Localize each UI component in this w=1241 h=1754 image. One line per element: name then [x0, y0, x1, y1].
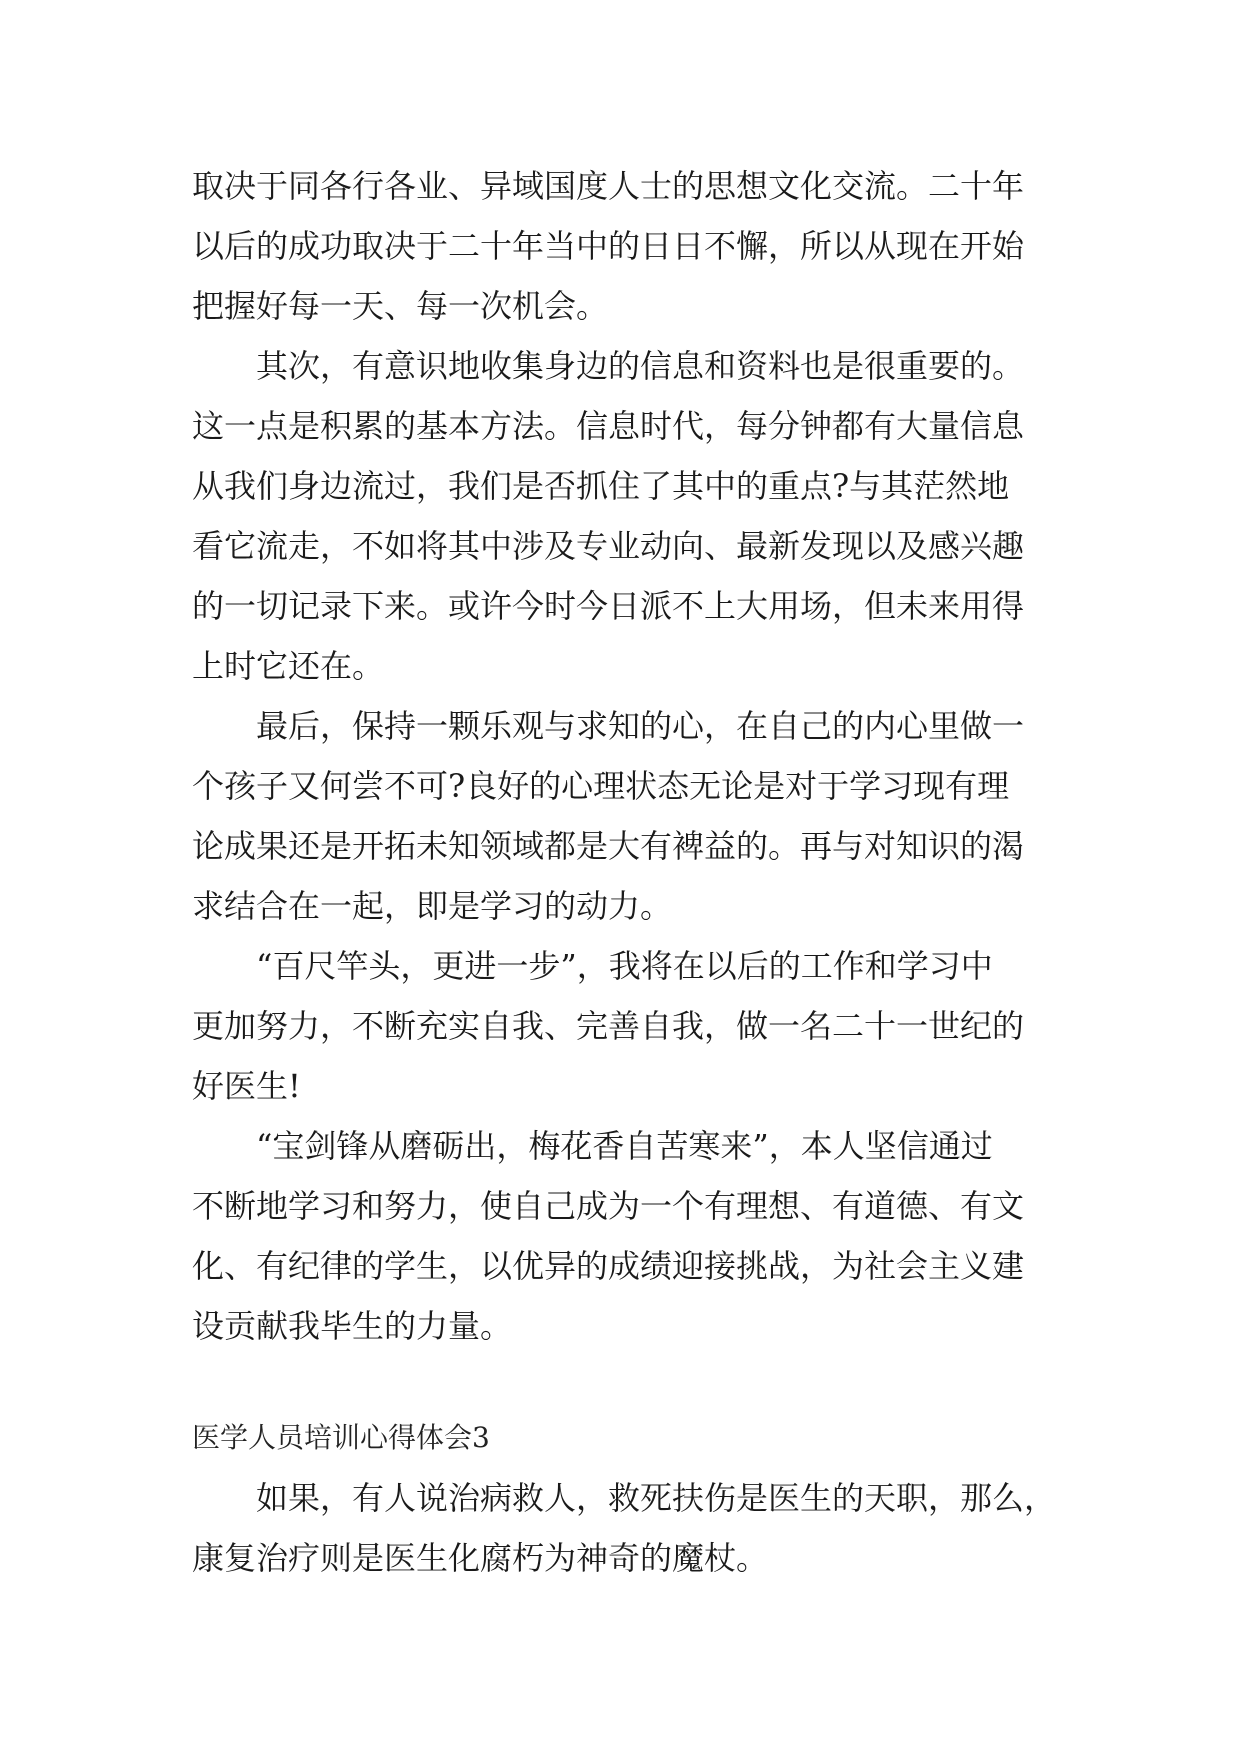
- text-line: 康复治疗则是医生化腐朽为神奇的魔杖。: [192, 1539, 769, 1577]
- text-line: 上时它还在。: [192, 647, 385, 685]
- text-line: 设贡献我毕生的力量。: [192, 1307, 513, 1345]
- section-heading: 医学人员培训心得体会3: [192, 1421, 490, 1454]
- text-line: 的一切记录下来。或许今时今日派不上大用场，但未来用得: [192, 587, 1025, 625]
- text-line: 个孩子又何尝不可?良好的心理状态无论是对于学习现有理: [192, 767, 1010, 805]
- text-line: 这一点是积累的基本方法。信息时代，每分钟都有大量信息: [192, 407, 1025, 445]
- text-line: 化、有纪律的学生，以优异的成绩迎接挑战，为社会主义建: [192, 1247, 1025, 1285]
- paragraph-first-line: 最后，保持一颗乐观与求知的心，在自己的内心里做一: [256, 707, 1025, 745]
- text-line: 看它流走，不如将其中涉及专业动向、最新发现以及感兴趣: [192, 527, 1025, 565]
- text-line: 取决于同各行各业、异域国度人士的思想文化交流。二十年: [192, 167, 1025, 205]
- text-line: 以后的成功取决于二十年当中的日日不懈，所以从现在开始: [192, 227, 1025, 265]
- text-line: 从我们身边流过，我们是否抓住了其中的重点?与其茫然地: [192, 467, 1010, 505]
- paragraph-first-line: 其次，有意识地收集身边的信息和资料也是很重要的。: [256, 347, 1025, 385]
- text-line: 不断地学习和努力，使自己成为一个有理想、有道德、有文: [192, 1187, 1025, 1225]
- text-line: 把握好每一天、每一次机会。: [192, 287, 609, 325]
- paragraph-first-line: “百尺竿头，更进一步”，我将在以后的工作和学习中: [256, 947, 993, 985]
- paragraph-first-line: 如果，有人说治病救人，救死扶伤是医生的天职，那么，: [256, 1479, 1057, 1517]
- paragraph-first-line: “宝剑锋从磨砺出，梅花香自苦寒来”，本人坚信通过: [256, 1127, 993, 1165]
- text-line: 求结合在一起，即是学习的动力。: [192, 887, 673, 925]
- text-line: 好医生!: [192, 1067, 301, 1105]
- text-line: 更加努力，不断充实自我、完善自我，做一名二十一世纪的: [192, 1007, 1025, 1045]
- text-line: 论成果还是开拓未知领域都是大有裨益的。再与对知识的渴: [192, 827, 1025, 865]
